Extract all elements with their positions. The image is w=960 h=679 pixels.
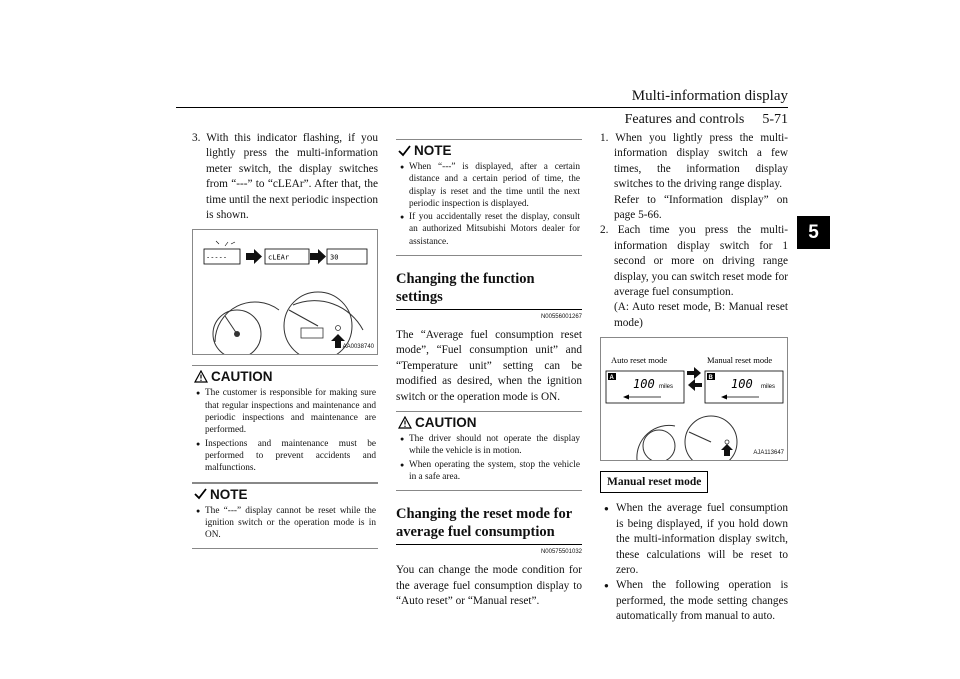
note-check-icon: [194, 488, 207, 500]
note-check-icon: [398, 145, 411, 157]
note-label: NOTE: [414, 143, 452, 158]
section-body: You can change the mode condition for the average fuel consumption display to “Auto reset” or “Manual reset”.: [396, 564, 582, 608]
note-box: [396, 139, 582, 256]
page-header-title: Multi-information display: [631, 88, 788, 104]
figure-code: AA0038740: [342, 344, 374, 351]
right-column: [600, 131, 788, 625]
manual-item: ● When the average fuel consumption is being displayed, if you hold down the multi-information display switch, these calculations will be reset to zero.: [604, 501, 788, 578]
section-body: The “Average fuel consumption reset mode”, “Fuel consumption unit” and “Temperature unit” setting can be modified as desired, when the ignition switch or the operation mode is ON.: [396, 329, 582, 403]
step-2-note: (A: Auto reset mode, B: Manual reset mode): [614, 301, 788, 329]
value-b: 100: [731, 377, 753, 392]
caution-item-text: Inspections and maintenance must be performed to prevent accidents and malfunctions.: [205, 438, 376, 474]
caution-label: CAUTION: [415, 415, 477, 431]
step-3-text: 3. With this indicator flashing, if you lightly press the multi-information meter switch, the display switches from “---” to “cLEAr”. After that, the time until the next periodic inspection is shown.: [192, 132, 378, 222]
flash-marks: [216, 241, 235, 246]
arrow-left: [688, 379, 702, 391]
caution-header: [396, 411, 582, 433]
reset-mode-figure: [600, 337, 788, 461]
note-item: ● The “---” display cannot be reset while the ignition switch or the operation mode is in ON.: [196, 505, 376, 542]
header-rule: [176, 107, 788, 108]
section-name: Features and controls: [624, 112, 745, 127]
unit-b: miles: [761, 384, 776, 391]
page-number: 5-71: [762, 112, 788, 127]
left-column: [192, 131, 378, 549]
reset-display-figure: [192, 229, 378, 355]
manual-item: ● When the following operation is performed, the mode setting changes automatically from manual to auto.: [604, 578, 788, 624]
caution-header: [192, 365, 378, 387]
caution-box: [192, 365, 378, 482]
middle-column: [396, 139, 582, 610]
section-code: N00575501032: [540, 549, 582, 556]
value-a: 100: [633, 377, 655, 392]
arrow-2: [310, 249, 326, 264]
badge-a: A: [609, 375, 614, 382]
arrow-right: [687, 367, 701, 379]
reset-mode-illustration: [601, 338, 788, 461]
note-label: NOTE: [210, 486, 248, 502]
auto-reset-label: Auto reset mode: [611, 355, 668, 366]
meter-illustration: [193, 230, 378, 355]
step-1-text: 1. When you lightly press the multi-information display switch a few times, the information display switches to the driving range display.: [600, 132, 788, 191]
caution-triangle-icon: [398, 416, 412, 429]
manual-reset-section: [600, 471, 788, 624]
arrow-1: [246, 249, 262, 264]
note-header: [192, 483, 378, 505]
seg-days: 30: [330, 253, 339, 262]
caution-item: ● The customer is responsible for making sure that regular inspections and maintenance and periodic inspections and maintenance are performed.: [196, 387, 376, 436]
caution-item: ● The driver should not operate the display while the vehicle is in motion.: [400, 433, 580, 458]
figure-code: AJA113647: [753, 450, 784, 457]
manual-reset-header: Manual reset mode: [600, 471, 708, 493]
section-title: Changing the reset mode for average fuel consumption: [396, 505, 582, 545]
chapter-tab: 5: [797, 216, 830, 249]
unit-a: miles: [659, 384, 674, 391]
step-1-ref: Refer to “Information display” on page 5-66.: [614, 193, 788, 222]
caution-item-cont: [196, 438, 376, 475]
section-code: N00556001267: [540, 314, 582, 321]
step-2-text: 2. Each time you press the multi-information display switch for 1 second or more on driving range display, you can switch reset mode for average fuel consumption.: [600, 224, 788, 299]
press-arrow: [721, 444, 733, 456]
caution-triangle-icon: [194, 370, 208, 383]
section-title: Changing the function settings: [396, 270, 582, 310]
page-header-section: [607, 112, 788, 128]
caution-box: [396, 411, 582, 491]
note-item: ● When “---” is displayed, after a certain distance and a certain period of time, the display is reset and the time until the next periodic inspection is displayed.: [400, 161, 580, 210]
seg-dashes: -----: [206, 253, 228, 262]
manual-reset-label: Manual reset mode: [707, 355, 773, 366]
caution-label: CAUTION: [211, 369, 273, 385]
seg-clear: cLEAr: [268, 253, 290, 262]
note-header: [396, 139, 582, 161]
note-item: ● If you accidentally reset the display, consult an authorized Mitsubishi Motors dealer for assistance.: [400, 211, 580, 248]
badge-b: B: [708, 375, 713, 382]
caution-item: ● When operating the system, stop the vehicle in a safe area.: [400, 459, 580, 484]
note-box: [192, 483, 378, 550]
